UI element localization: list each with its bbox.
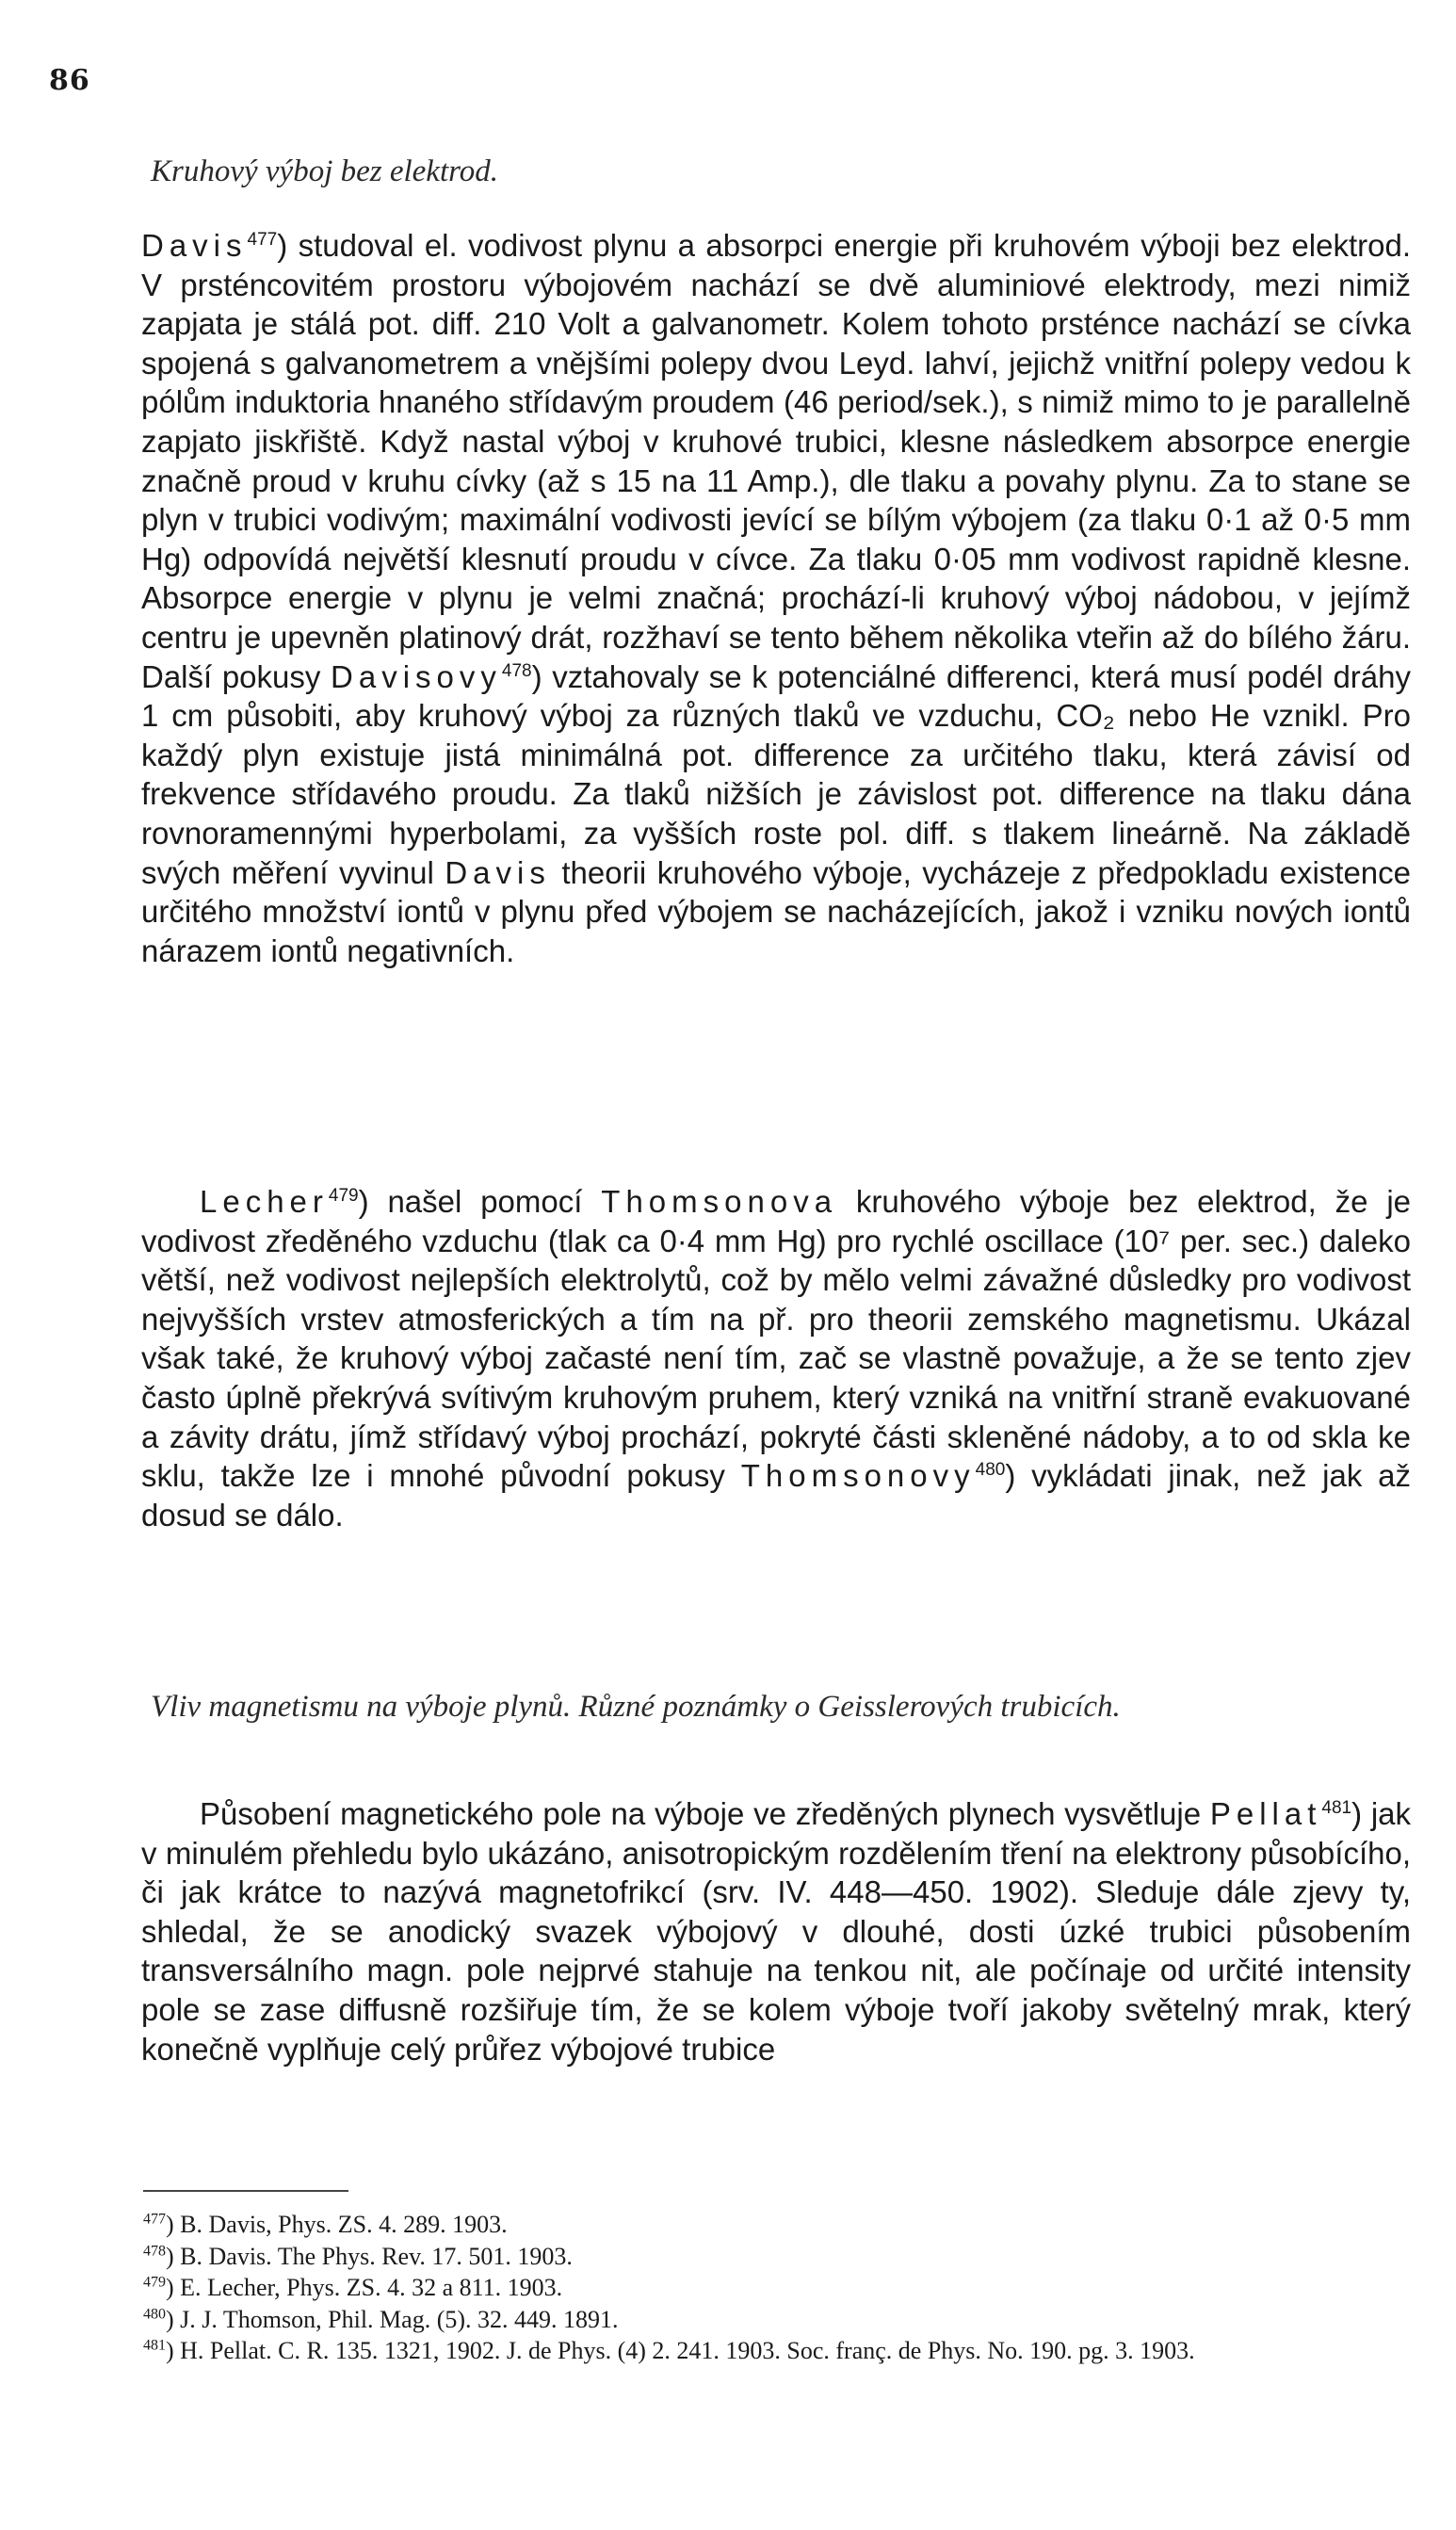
paragraph-text: Působení magnetického pole na výboje ve zředěných plynech vysvětluje bbox=[200, 1796, 1202, 1831]
footnote-text: ) B. Davis. The Phys. Rev. 17. 501. 1903. bbox=[166, 2242, 573, 2270]
footnote-number: 477 bbox=[143, 2211, 166, 2228]
footnote bbox=[58, 2241, 1411, 2273]
footnote-number: 481 bbox=[143, 2337, 166, 2354]
footnote-text: ) E. Lecher, Phys. ZS. 4. 32 a 811. 1903. bbox=[166, 2274, 563, 2301]
footnote-number: 478 bbox=[143, 2242, 166, 2259]
paragraph-text: ) vykládati jinak, než jak až dosud se dálo. bbox=[141, 1458, 1411, 1533]
author-name: Davisovy bbox=[331, 658, 502, 694]
footnote-ref[interactable]: 481 bbox=[1321, 1798, 1352, 1818]
footnote bbox=[58, 2272, 1411, 2304]
footnote-divider bbox=[143, 2190, 348, 2192]
footnote-number: 479 bbox=[143, 2274, 166, 2291]
paragraph-text: ) vztahovaly se k potenciálné differenci, která musí podél dráhy 1 cm působiti, aby kruhový výboj za různých tlaků ve vzduchu, CO₂ nebo He vznikl. Pro každý plyn existuje jistá minimálná pot. difference za určitého tlaku, která závisí od frekvence střídavého proudu. Za tlaků nižších je závislost pot. difference na tlaku dána rovnoramennými hyperbolami, za vyšších roste pol. diff. s tlakem lineárně. Na základě svých měření vyvinul bbox=[141, 658, 1412, 890]
author-name: Davis bbox=[445, 854, 551, 890]
footnote-ref[interactable]: 479 bbox=[328, 1186, 359, 1206]
footnotes bbox=[58, 2209, 1411, 2367]
footnote-number: 480 bbox=[143, 2305, 166, 2322]
paragraph-text: ) našel pomocí bbox=[358, 1184, 583, 1219]
paragraph-pellat bbox=[141, 1794, 1411, 2068]
author-name: Lecher bbox=[200, 1184, 329, 1219]
paragraph-text: theorii kruhového výboje, vycházeje z předpokladu existence určitého množství iontů v plynu před výbojem se nacházejících, jakož i vzniku nových iontů nárazem iontů negativních. bbox=[141, 854, 1412, 968]
author-name: Thomsonovy bbox=[740, 1458, 976, 1494]
author-name: Davis bbox=[141, 228, 248, 263]
footnote-ref[interactable]: 480 bbox=[975, 1460, 1006, 1481]
author-name: Pellat bbox=[1209, 1796, 1322, 1831]
paragraph-davis bbox=[141, 226, 1411, 970]
footnote-text: ) J. J. Thomson, Phil. Mag. (5). 32. 449. 1891. bbox=[166, 2305, 619, 2333]
page-number: 86 bbox=[49, 64, 90, 97]
footnote bbox=[58, 2209, 1411, 2241]
footnote-text: ) B. Davis, Phys. ZS. 4. 289. 1903. bbox=[166, 2211, 508, 2238]
footnote-text: ) H. Pellat. C. R. 135. 1321, 1902. J. de Phys. (4) 2. 241. 1903. Soc. franç. de Phys. No. 190. pg. 3. 1903. bbox=[166, 2337, 1195, 2364]
paragraph-text: ) studoval el. vodivost plynu a absorpci energie při kruhovém výboji bez elektrod. V prsténcovitém prostoru výbojovém nachází se dvě aluminiové elektrody, mezi nimiž zapjata je stálá pot. diff. 210 Volt a galvanometr. Kolem tohoto prsténce nachází se cívka spojená s galvanometrem a vnějšími polepy dvou Leyd. lahví, jejichž vnitřní polepy vedou k pólům induktoria hnaného střídavým proudem (46 period/sek.), s nimiž mimo to je parallelně zapjato jiskřiště. Když nastal výboj v kruhové trubici, klesne následkem absorpce energie značně proud v kruhu cívky (až s 15 na 11 Amp.), dle tlaku a povahy plynu. Za to stane se plyn v trubici vodivým; maximální vodivosti jevící se bílým výbojem (za tlaku 0·1 až 0·5 mm Hg) odpovídá největší klesnutí proudu v cívce. Za tlaku 0·05 mm vodivost rapidně klesne. Absorpce energie v plynu je velmi značná; prochází-li kruhový výboj nádobou, v jejímž centru je upevněn platinový drát, rozžhaví se tento během několika vteřin až do bílého žáru. Další pokusy bbox=[141, 228, 1411, 694]
footnote-ref[interactable]: 477 bbox=[247, 230, 278, 250]
paragraph-lecher bbox=[141, 1182, 1411, 1534]
footnote bbox=[58, 2304, 1411, 2336]
footnote bbox=[58, 2335, 1411, 2367]
paragraph-text: ) jak v minulém přehledu bylo ukázáno, anisotropickým rozdělením tření na elektrony působícího, či jak krátce to nazývá magnetofrikcí (srv. IV. 448—450. 1902). Sleduje dále zjevy ty, shledal, že se anodický svazek výbojový v dlouhé, dosti úzké trubici působením transversálního magn. pole nejprvé stahuje na tenkou nit, ale počínaje od určité intensity pole se zase diffusně rozšiřuje tím, že se kolem výboje tvoří jakoby světelný mrak, který konečně vyplňuje celý průřez výbojové trubice bbox=[141, 1796, 1412, 2067]
section-heading-electrodeless-discharge: Kruhový výboj bez elektrod. bbox=[151, 154, 498, 188]
author-name: Thomsonova bbox=[601, 1184, 838, 1219]
paragraph-text: kruhového výboje bez elektrod, že je vodivost zředěného vzduchu (tlak ca 0·4 mm Hg) pro rychlé oscillace (10⁷ per. sec.) daleko větší, než vodivost nejlepších elektrolytů, což by mělo velmi závažné důsledky pro vodivost nejvyšších vrstev atmosferických a tím na př. pro theorii zemského magnetismu. Ukázal však také, že kruhový výboj začasté není tím, zač se vlastně považuje, a že se tento zjev často úplně překrývá svítivým kruhovým pruhem, který vzniká na vnitřní straně evakuované a závity drátu, jímž střídavý výboj prochází, pokryté části skleněné nádoby, a to od skla ke sklu, takže lze i mnohé původní pokusy bbox=[141, 1184, 1411, 1494]
section-heading-magnetism: Vliv magnetismu na výboje plynů. Různé poznámky o Geisslerových trubicích. bbox=[151, 1690, 1121, 1724]
footnote-ref[interactable]: 478 bbox=[501, 660, 532, 681]
